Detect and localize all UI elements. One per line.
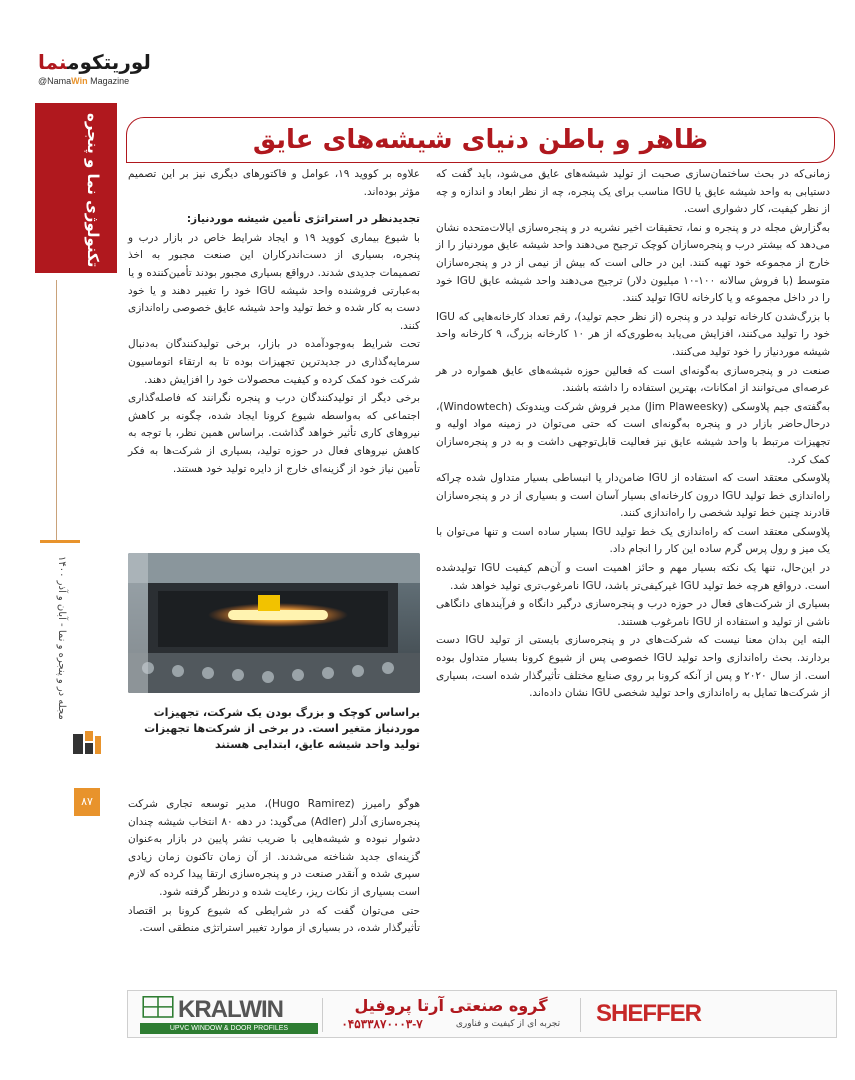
logo-name: لوریتکومنما (38, 50, 151, 74)
ad-company-name: گروه صنعتی آرتا پروفیل (354, 996, 548, 1015)
photo-caption: براساس کوچک و بزرگ بودن یک شرکت، تجهیزات موردنیاز متغیر است. در برخی از شرکت‌ها تجهیزات تولید واحد شیشه عایق، ابتدایی هستند (144, 706, 420, 751)
footer-divider (322, 998, 323, 1032)
ad-phone-number: ۰۴۵۳۳۸۷۰۰۰۳-۷ (341, 1017, 423, 1031)
kralwin-window-icon (138, 996, 178, 1024)
paragraph: زمانی‌که در بحث ساختمان‌سازی صحبت از تولید شیشه‌های عایق می‌شود، باید گفت که دستیابی به واحد شیشه عایق یا IGU مناسب برای یک پنجره، چه از نظر ابعاد و اندازه و چه از نظر کیفیت، کار دشواری است. (436, 168, 830, 216)
paragraph: حتی می‌توان گفت که در شرایطی که شیوع کرونا بر اقتصاد تأثیرگذار شده، در بسیاری از موارد تغییر استراتژی منطقی است. (128, 904, 420, 935)
section-label: تکنولوژی نما و پنجره (84, 112, 102, 268)
logo-subtitle: @NamaWin Magazine (38, 76, 130, 86)
paragraph: علاوه بر کووید ۱۹، عوامل و فاکتورهای دیگری نیز بر این تصمیم مؤثر بوده‌اند. (128, 168, 420, 198)
page-number: ۸۷ (74, 788, 100, 816)
production-line-photo (128, 553, 420, 693)
sidebar-accent-line (40, 540, 80, 543)
article-left-column-bottom (128, 796, 420, 939)
paragraph: به‌گزارش مجله در و پنجره و نما، تحقیقات اخیر نشریه در و پنجره‌سازی ایالات‌متحده نشان می‌دهد که بیشتر درب و پنجره‌سازان کوچک ترجیح می‌دهند واحد شیشه عایق موردنیاز را از خارج از مجموعه خود تهیه کنند. این در حالی است که بیش از نیمی از در و پنجره‌سازان متوسط (با فروش سالانه ۱۰۰-۱۰ میلیون دلار) ترجیح می‌دهند واحد شیشه عایق IGU خود را در داخل مجموعه و یا کارخانه IGU تولید کنند. (436, 221, 830, 305)
paragraph: با بزرگ‌شدن کارخانه تولید در و پنجره (از نظر حجم تولید)، رقم تعداد کارخانه‌هایی که IGU خود را تولید می‌کنند، افزایش می‌یابد به‌طوری‌که از هر ۱۰ کارخانه بزرگ، ۹ کارخانه واحد شیشه موردنیاز را خود تولید می‌کنند. (436, 310, 830, 358)
paragraph: به‌گفته‌ی جیم پلاوسکی (Jim Plaweesky) مدیر فروش شرکت ویندوتک (Windowtech)، درحال‌حاضر بازار در و پنجره به‌گونه‌ای است که حتی می‌توان در زمینه مواد اولیه و تجهیزات مرتبط با واحد شیشه عایق نیز فعالیت قابل‌توجهی داشت و به در و پنجره‌سازان کمک کرد. (436, 400, 830, 466)
paragraph: تحت شرایط به‌وجودآمده در بازار، برخی تولیدکنندگان به‌دنبال سرمایه‌گذاری در جدیدترین تجهیزات بوده تا به ارتقاء اتوماسیون شرکت خود کمک کرده و کیفیت محصولات خود را افزایش دهند. (128, 338, 420, 386)
sheffer-brand: SHEFFER (596, 1000, 702, 1027)
ad-tagline: تجربه ای از کیفیت و فناوری (455, 1019, 561, 1029)
magazine-logo (34, 50, 214, 90)
section-heading: تجدیدنظر در استراتژی تأمین شیشه موردنیاز: (186, 213, 420, 226)
paragraph: در این‌حال، تنها یک نکته بسیار مهم و حائز اهمیت است و آن‌هم کیفیت IGU تولیدشده است. درواقع هرچه خط تولید IGU غیرکیفی‌تر باشد، IGU نامرغوب‌تری تولید خواهد شد. (436, 562, 830, 592)
paragraph: هوگو رامیرز (Hugo Ramirez)، مدیر توسعه تجاری شرکت پنجره‌سازی آدلر (Adler) می‌گوید: در دهه ۸۰ انتخاب شیشه چندان دشوار نبوده و شیشه‌هایی با ضریب نشر پایین در بازار به‌عنوان گزینه‌ای جدید شناخته می‌شدند. از آن زمان تاکنون زمان زیادی سپری شده و آنقدر صنعت در و پنجره‌سازی ارتقا پیدا کرده که لازم است بسیاری از نکات ریز، رعایت شده و درنظر گرفته شود. (128, 798, 420, 898)
kralwin-brand: KRALWIN (178, 996, 283, 1023)
paragraph: پلاوسکی معتقد است که راه‌اندازی یک خط تولید IGU بسیار ساده است و تنها می‌توان با یک میز و رول پرس گرم ساده این کار را انجام داد. (436, 525, 830, 556)
paragraph: بسیاری از شرکت‌های فعال در حوزه درب و پنجره‌سازی درگیر دانگاه و فرآیندهای دانگاهی ناشی از تولید و استفاده از IGU نامرغوب هستند. (436, 598, 830, 628)
paragraph: پلاوسکی معتقد است که استفاده از IGU ضامن‌دار یا انبساطی بسیار متداول شده چراکه راه‌اندازی خط تولید IGU درون کارخانه‌ای بسیار آسان است و بسیاری از در و پنجره‌سازان قادرند چنین خط تولید شخصی را راه‌اندازی کنند. (436, 472, 830, 520)
article-title: ظاهر و باطن دنیای شیشه‌های عایق (252, 125, 709, 155)
paragraph: صنعت در و پنجره‌سازی به‌گونه‌ای است که فعالین حوزه شیشه‌های عایق همواره در هر عرصه‌ای می‌توانند از امکانات، بهترین استفاده را داشته باشند. (436, 364, 830, 395)
issue-info: مجله در و پنجره و نما - آبان و آذر ۱۴۰۰ (56, 556, 67, 720)
article-right-column (436, 166, 830, 704)
kralwin-tagline: UPVC WINDOW & DOOR PROFILES (140, 1023, 318, 1034)
paragraph: البته این بدان معنا نیست که شرکت‌های در و پنجره‌سازی بایستی از تولید IGU دست بردارند. بحث راه‌اندازی واحد تولید IGU خصوصی پس از شیوع کرونا بسیار متداول بوده است. از سال ۲۰۲۰ و پس از آنکه کرونا بر روی صنایع مختلف تأثیرگذار شده است، بسیاری از شرکت‌ها تمایل به راه‌اندازی واحد تولید شخصی IGU نشان داده‌اند. (436, 634, 830, 700)
sidebar-divider (56, 280, 57, 540)
paragraph: با شیوع بیماری کووید ۱۹ و ایجاد شرایط خاص در بازار درب و پنجره، بسیاری از دست‌اندرکاران این صنعت مجبور به اخذ تصمیمات جدیدی شدند. درواقع بسیاری مجبور بودند تأمین‌کننده و یا به‌عبارتی فروشنده واحد شیشه IGU خود را تغییر دهند و یا خود دست به کار شده و خط تولید واحد شیشه عایق خصوصی راه‌اندازی کنند. (128, 231, 420, 332)
glass-machine-illustration (128, 553, 420, 693)
footer-divider (580, 998, 581, 1032)
window-frame-icon (72, 730, 102, 756)
paragraph: برخی دیگر از تولیدکنندگان درب و پنجره نگرانند که فاصله‌گذاری اجتماعی که به‌واسطه شیوع کرونا ایجاد شده، چگونه بر کاهش نیروهای کاری تأثیر خواهد گذاشت. براساس همین نظر، با توجه به کاهش نیروهای فعال در حوزه تولید، بسیاری از شرکت‌ها به فکر تأمین نیاز خود از گزینه‌ای خارج از دایره تولید خود هستند. (128, 392, 420, 475)
article-left-column-top (128, 166, 420, 479)
